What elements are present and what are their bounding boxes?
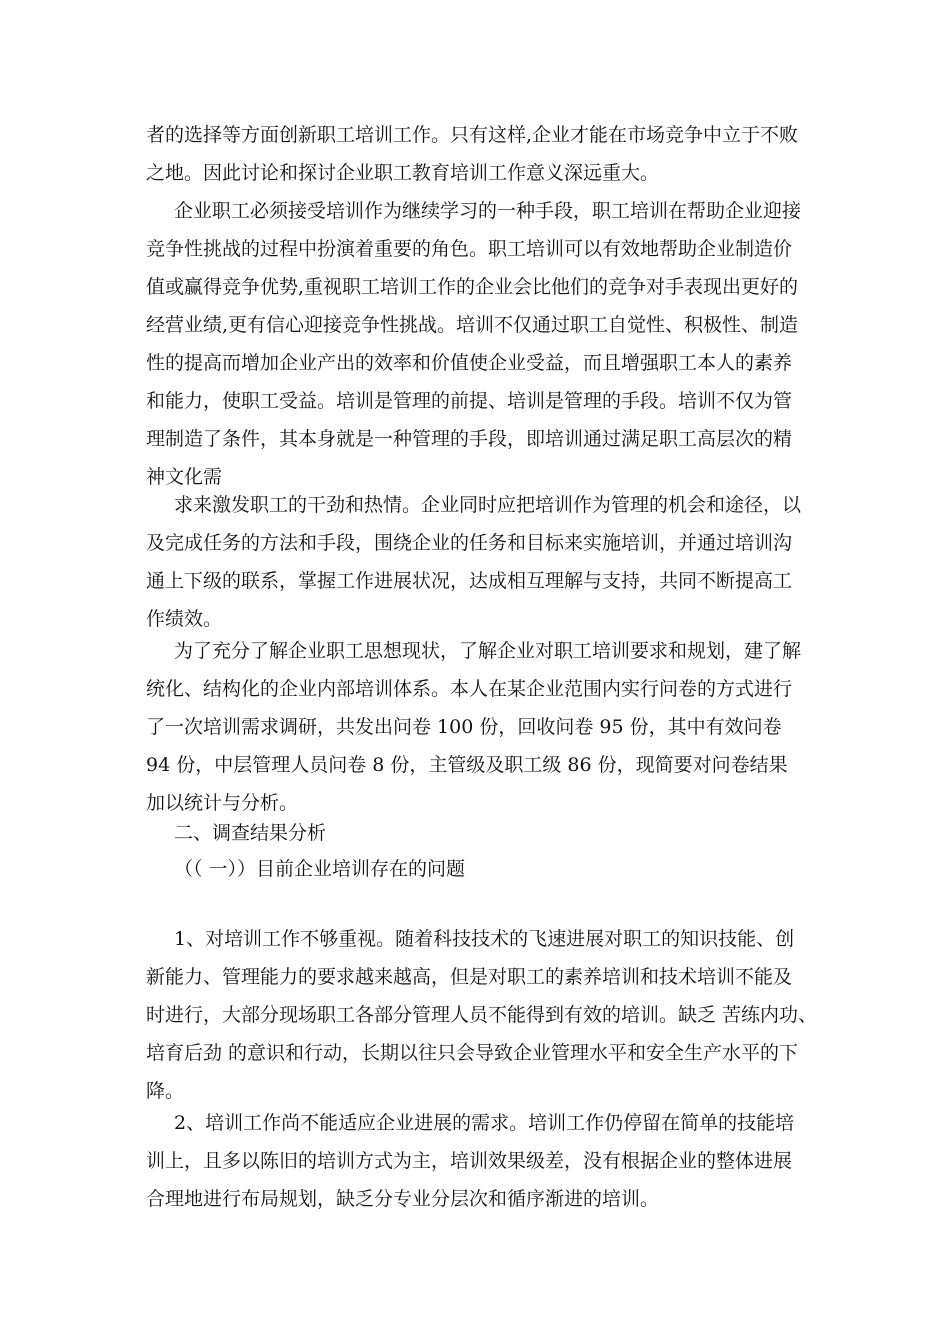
paragraph-line: 企业职工必须接受培训作为继续学习的一种手段，职工培训在帮助企业迎接 [174, 200, 802, 222]
paragraph-line: 性的提高而增加企业产出的效率和价值使企业受益，而且增强职工本人的素养 [146, 352, 793, 374]
paragraph-line: 2、培训工作尚不能适应企业进展的需求。培训工作仍停留在简单的技能培 [174, 1112, 795, 1134]
paragraph-line: 理制造了条件，其本身就是一种管理的手段，即培训通过满足职工高层次的精 [146, 428, 793, 450]
paragraph-line: 了一次培训需求调研，共发出问卷 100 份，回收问卷 95 份，其中有效问卷 [146, 716, 782, 738]
paragraph-line: 降。 [146, 1080, 185, 1102]
paragraph-line: 作绩效。 [146, 608, 223, 630]
paragraph-line: 和能力，使职工受益。培训是管理的前提、培训是管理的手段。培训不仅为管 [146, 390, 793, 412]
paragraph-line: 竞争性挑战的过程中扮演着重要的角色。职工培训可以有效地帮助企业制造价 [146, 238, 793, 260]
paragraph-line: 94 份，中层管理人员问卷 8 份，主管级及职工级 86 份，现简要对问卷结果 [146, 754, 788, 776]
paragraph-item-1 [146, 920, 818, 1110]
paragraph-line: 值或赢得竞争优势,重视职工培训工作的企业会比他们的竞争对手表现出更好的 [146, 276, 799, 298]
paragraph-survey [146, 632, 810, 822]
paragraph-motivation [146, 486, 810, 638]
paragraph-item-2 [146, 1104, 810, 1218]
paragraph-line: 训上，且多以陈旧的培训方式为主，培训效果级差，没有根据企业的整体进展 [146, 1150, 793, 1172]
heading-text: （（ 一））目前企业培训存在的问题 [174, 858, 466, 880]
paragraph-line: 通上下级的联系，掌握工作进展状况，达成相互理解与支持，共同不断提高工 [146, 570, 793, 592]
subsection-heading [146, 850, 810, 888]
paragraph-training-importance [146, 192, 810, 496]
paragraph-line: 经营业绩,更有信心迎接竞争性挑战。培训不仅通过职工自觉性、积极性、制造 [146, 314, 799, 336]
section-heading [146, 814, 810, 852]
paragraph-intro-continuation [146, 116, 810, 192]
paragraph-line: 合理地进行布局规划，缺乏分专业分层次和循序渐进的培训。 [146, 1188, 660, 1210]
paragraph-line: 培育后劲 的意识和行动，长期以往只会导致企业管理水平和安全生产水平的下 [146, 1042, 799, 1064]
paragraph-line: 者的选择等方面创新职工培训工作。只有这样,企业才能在市场竞争中立于不败 [146, 124, 799, 146]
paragraph-line: 时进行，大部分现场职工各部分管理人员不能得到有效的培训。缺乏 苦练内功、 [146, 1004, 818, 1026]
paragraph-line: 新能力、管理能力的要求越来越高，但是对职工的素养培训和技术培训不能及 [146, 966, 793, 988]
paragraph-line: 统化、结构化的企业内部培训体系。本人在某企业范围内实行问卷的方式进行 [146, 678, 793, 700]
paragraph-line: 加以统计与分析。 [146, 792, 299, 814]
paragraph-line: 求来激发职工的干劲和热情。企业同时应把培训作为管理的机会和途径，以 [174, 494, 802, 516]
paragraph-line: 为了充分了解企业职工思想现状，了解企业对职工培训要求和规划，建了解 [174, 640, 802, 662]
heading-text: 二、调查结果分析 [174, 822, 327, 844]
paragraph-line: 及完成任务的方法和手段，围绕企业的任务和目标来实施培训，并通过培训沟 [146, 532, 793, 554]
paragraph-line: 神文化需 [146, 466, 223, 488]
paragraph-line: 1、对培训工作不够重视。随着科技技术的飞速进展对职工的知识技能、创 [174, 928, 795, 950]
paragraph-line: 之地。因此讨论和探讨企业职工教育培训工作意义深远重大。 [146, 162, 660, 184]
